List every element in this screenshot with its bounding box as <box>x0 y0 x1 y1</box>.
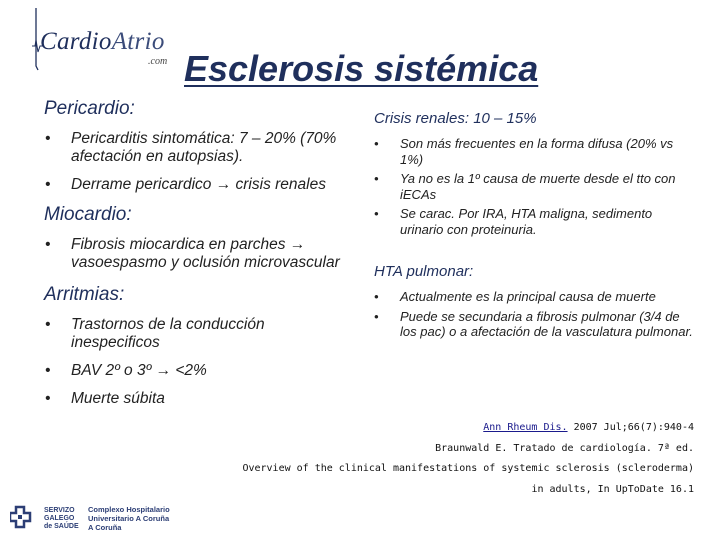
miocardio-list <box>44 236 354 272</box>
list-item-text: Puede se secundaria a fibrosis pulmonar (3/4 de los pac) o a afectación de la vasculatura pulmonar. <box>400 308 693 339</box>
pericardio-heading: Pericardio: <box>44 98 135 119</box>
reference-1 <box>242 418 694 439</box>
hta-pulmonar-list <box>374 289 694 340</box>
sergas-emblem-icon <box>10 505 40 531</box>
list-item-text: Ya no es la 1º causa de muerte desde el tto con iECAs <box>400 171 676 202</box>
list-item-text: BAV 2º o 3º → <2% <box>71 362 207 379</box>
sergas-wordmark <box>44 507 79 531</box>
list-item-text: Trastornos de la conducción inespecificos <box>71 316 265 351</box>
bullet-icon: • <box>45 130 51 147</box>
crisis-renales-list <box>374 136 694 237</box>
reference-2: Braunwald E. Tratado de cardiología. 7ª ed. <box>435 442 694 454</box>
hospital-line-1: Complexo Hospitalario <box>88 505 170 514</box>
logo-wordmark <box>40 28 165 56</box>
list-item <box>374 171 694 202</box>
list-item <box>374 289 694 305</box>
list-item-text: Pericarditis sintomática: 7 – 20% (70% afectación en autopsias). <box>71 130 337 165</box>
bullet-icon: • <box>374 206 379 221</box>
list-item <box>374 136 694 167</box>
bullet-icon: • <box>45 176 51 193</box>
hospital-name <box>88 505 170 532</box>
list-item <box>374 309 694 340</box>
list-item-text: Muerte súbita <box>71 390 165 407</box>
crisis-renales-heading: Crisis renales: 10 – 15% <box>374 110 537 127</box>
logo-cardio-text: Cardio <box>40 28 112 55</box>
logo-atrio-text: Atrio <box>111 28 165 55</box>
pericardio-section <box>44 98 354 194</box>
arritmias-heading: Arritmias: <box>44 284 125 305</box>
reference-3a: Overview of the clinical manifestations of systemic sclerosis (scleroderma) <box>242 463 694 474</box>
reference-1-text: 2007 Jul;66(7):940-4 <box>567 422 694 433</box>
crisis-renales-section <box>374 108 694 237</box>
list-item <box>44 390 354 408</box>
pericardio-list <box>44 130 354 194</box>
list-item <box>44 130 354 166</box>
bullet-icon: • <box>374 171 379 186</box>
list-item <box>44 316 354 352</box>
logo-suffix: .com <box>148 56 168 67</box>
hta-pulmonar-heading: HTA pulmonar: <box>374 263 474 280</box>
bullet-icon: • <box>45 390 51 407</box>
left-column <box>44 98 354 408</box>
list-item-text: Derrame pericardico → crisis renales <box>71 176 326 193</box>
list-item <box>44 236 354 272</box>
list-item <box>44 362 354 380</box>
miocardio-section <box>44 204 354 272</box>
list-item-text: Son más frecuentes en la forma difusa (20% vs 1%) <box>400 136 674 167</box>
reference-3b: in adults, In UpToDate 16.1 <box>531 483 694 495</box>
sergas-logo <box>10 503 170 533</box>
list-item-text: Se carac. Por IRA, HTA maligna, sedimento urinario con proteinuria. <box>400 206 653 237</box>
slide-title: Esclerosis sistémica <box>184 48 539 89</box>
cardioatrio-logo <box>30 6 190 76</box>
hta-pulmonar-section <box>374 261 694 340</box>
miocardio-heading: Miocardio: <box>44 204 132 225</box>
bullet-icon: • <box>374 289 379 304</box>
list-item-text: Actualmente es la principal causa de muerte <box>400 289 656 304</box>
sergas-line-3: de SAÚDE <box>44 523 79 530</box>
list-item-text: Fibrosis miocardica en parches → vasoespasmo y oclusión microvascular <box>71 236 340 271</box>
bullet-icon: • <box>45 316 51 333</box>
bullet-icon: • <box>45 236 51 253</box>
sergas-line-1: SERVIZO <box>44 507 75 514</box>
hospital-line-2: Universitario A Coruña <box>88 514 170 523</box>
sergas-line-2: GALEGO <box>44 515 75 522</box>
bullet-icon: • <box>374 136 379 151</box>
bullet-icon: • <box>45 362 51 379</box>
list-item <box>44 176 354 194</box>
list-item <box>374 206 694 237</box>
arritmias-section <box>44 284 354 408</box>
right-column <box>374 108 694 340</box>
reference-1-link[interactable]: Ann Rheum Dis. <box>483 422 568 433</box>
arritmias-list <box>44 316 354 408</box>
bullet-icon: • <box>374 308 379 324</box>
references <box>242 418 694 500</box>
hospital-line-3: A Coruña <box>88 523 122 532</box>
